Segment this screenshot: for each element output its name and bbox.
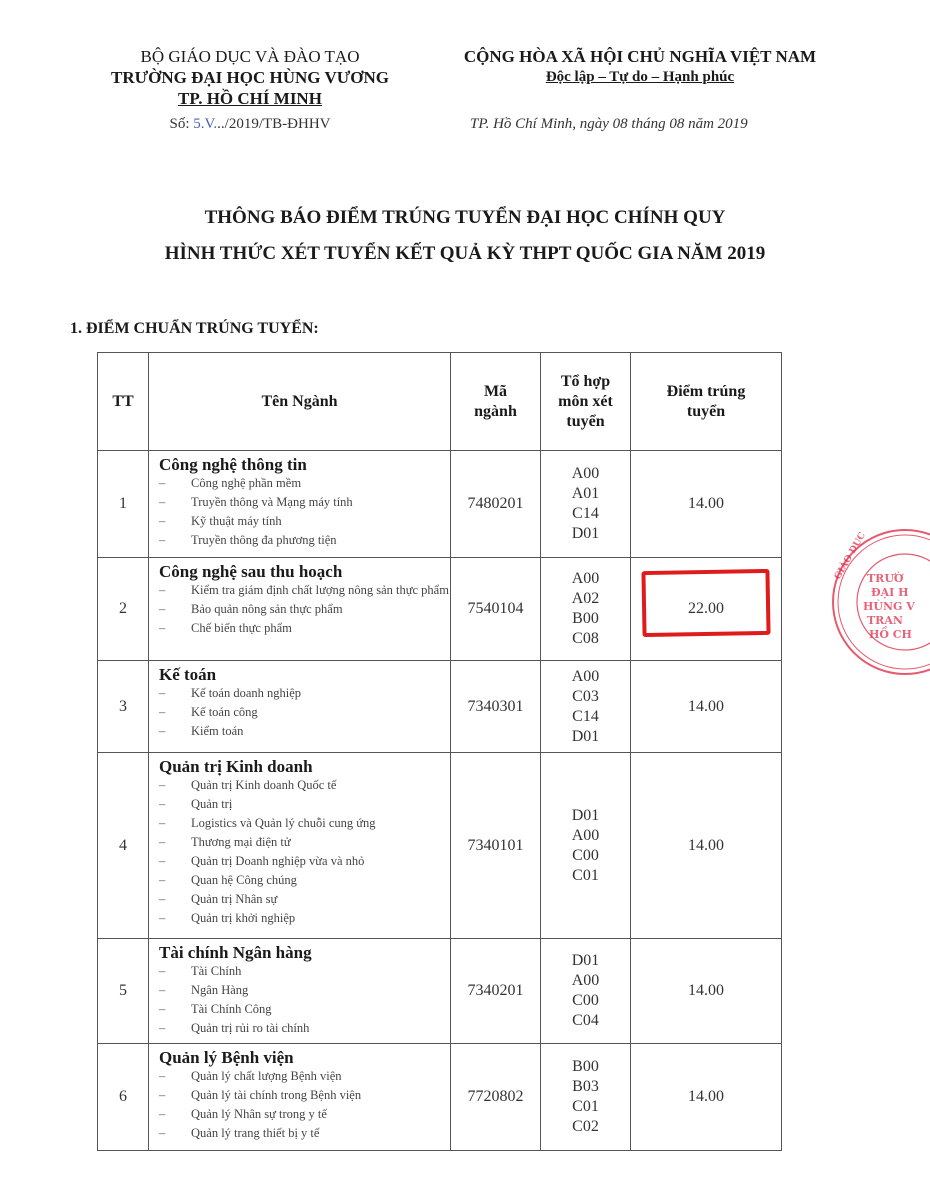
row-number: 3 — [98, 661, 149, 753]
table-row — [98, 939, 782, 1044]
sub-major-item — [159, 512, 450, 531]
subject-combo-code: C01 — [572, 1098, 599, 1115]
subject-combos — [541, 451, 631, 558]
major-name: Tài chính Ngân hàng — [159, 943, 312, 962]
header-major-name: Tên Ngành — [149, 353, 451, 451]
sub-major-label: Truyền thông đa phương tiện — [191, 533, 337, 547]
subject-combo-code: D01 — [571, 727, 600, 745]
school-name: TRƯỜNG ĐẠI HỌC HÙNG VƯƠNG — [111, 68, 389, 87]
subject-combo-code: C01 — [572, 866, 599, 884]
document-title-line1: THÔNG BÁO ĐIỂM TRÚNG TUYỂN ĐẠI HỌC CHÍNH QUY — [204, 207, 726, 228]
sub-major-label: Kiểm toán — [191, 724, 244, 738]
dash-bullet-icon: – — [159, 1002, 166, 1016]
major-name: Quản trị Kinh doanh — [159, 757, 313, 776]
issuer-block — [60, 46, 440, 109]
major-code: 7340301 — [451, 661, 541, 753]
sub-major-label: Truyền thông và Mạng máy tính — [191, 495, 353, 509]
dash-bullet-icon: – — [159, 892, 166, 906]
subject-combos — [541, 661, 631, 753]
dash-bullet-icon: – — [159, 621, 166, 635]
sub-major-label: Quan hệ Công chúng — [191, 873, 297, 887]
row-number: 1 — [98, 451, 149, 558]
red-highlight-box — [641, 569, 770, 637]
score-cell — [631, 753, 782, 939]
subject-combo-code: C03 — [572, 687, 599, 705]
dash-bullet-icon: – — [159, 1069, 166, 1083]
subject-combo-code: A00 — [571, 826, 600, 844]
subject-combo-code: C14 — [572, 707, 599, 725]
sub-major-label: Quản trị Nhân sự — [191, 892, 278, 906]
dash-bullet-icon: – — [159, 1088, 166, 1102]
subject-combo-code: C02 — [572, 1118, 599, 1135]
ministry-name: BỘ GIÁO DỤC VÀ ĐÀO TẠO — [140, 47, 360, 66]
row-number: 2 — [98, 558, 149, 661]
major-name: Công nghệ thông tin — [159, 455, 307, 474]
sub-major-item — [159, 909, 450, 928]
dash-bullet-icon: – — [159, 1107, 166, 1121]
sub-major-item — [159, 1086, 450, 1105]
sub-major-label: Logistics và Quản lý chuỗi cung ứng — [191, 816, 376, 830]
sub-major-label: Quản trị rủi ro tài chính — [191, 1021, 310, 1035]
svg-text:TRAN: TRAN — [867, 614, 903, 627]
dash-bullet-icon: – — [159, 602, 166, 616]
svg-text:HỒ CH: HỒ CH — [869, 628, 912, 641]
sub-major-item — [159, 1067, 450, 1086]
table-row — [98, 753, 782, 939]
score-cell — [631, 451, 782, 558]
sub-major-item — [159, 493, 450, 512]
sub-major-item — [159, 871, 450, 890]
sub-major-item — [159, 814, 450, 833]
sub-major-item — [159, 531, 450, 550]
sub-major-item — [159, 1124, 450, 1143]
subject-combos — [541, 1044, 631, 1151]
dash-bullet-icon: – — [159, 724, 166, 738]
major-name: Kế toán — [159, 665, 217, 684]
subject-combos — [541, 753, 631, 939]
subject-combos — [541, 558, 631, 661]
major-name: Quản lý Bệnh viện — [159, 1048, 294, 1067]
sub-major-label: Chế biến thực phẩm — [191, 621, 292, 635]
dash-bullet-icon: – — [159, 797, 166, 811]
dash-bullet-icon: – — [159, 816, 166, 830]
major-code: 7340201 — [451, 939, 541, 1044]
dash-bullet-icon: – — [159, 705, 166, 719]
dash-bullet-icon: – — [159, 514, 166, 528]
sub-major-item — [159, 833, 450, 852]
subject-combo-code: B03 — [572, 1078, 599, 1095]
header-score: Điểm trúng tuyển — [631, 353, 782, 451]
subject-combo-code: C14 — [572, 505, 599, 522]
sub-major-label: Bảo quản nông sản thực phẩm — [191, 602, 343, 616]
sub-major-item — [159, 1019, 450, 1038]
score-cell — [631, 558, 782, 661]
row-number: 5 — [98, 939, 149, 1044]
row-number: 6 — [98, 1044, 149, 1151]
admission-scores-table — [97, 352, 782, 1151]
score-cell — [631, 939, 782, 1044]
dash-bullet-icon: – — [159, 983, 166, 997]
sub-major-item — [159, 795, 450, 814]
subject-combo-code: C04 — [572, 1012, 599, 1029]
sub-major-label: Kế toán doanh nghiệp — [191, 686, 302, 700]
sub-major-label: Quản lý trang thiết bị y tế — [191, 1126, 320, 1140]
admission-score: 14.00 — [688, 836, 724, 854]
sub-major-label: Kiểm tra giám định chất lượng nông sản thực phẩm — [191, 583, 449, 597]
major-code: 7540104 — [451, 558, 541, 661]
sub-major-item — [159, 962, 450, 981]
school-city: TP. HỒ CHÍ MINH — [178, 89, 322, 108]
score-cell — [631, 1044, 782, 1151]
sub-major-item — [159, 1000, 450, 1019]
sub-major-label: Quản trị Kinh doanh Quốc tế — [191, 778, 337, 792]
sub-major-item — [159, 890, 450, 909]
row-number: 4 — [98, 753, 149, 939]
admission-score: 14.00 — [688, 495, 724, 512]
table-row — [98, 451, 782, 558]
svg-text:GIÁO DỤC: GIÁO DỤC — [832, 530, 868, 582]
sub-major-item — [159, 600, 450, 619]
sub-major-label: Công nghệ phần mềm — [191, 476, 302, 490]
sub-major-label: Kỹ thuật máy tính — [191, 514, 282, 528]
major-code: 7720802 — [451, 1044, 541, 1151]
dash-bullet-icon: – — [159, 854, 166, 868]
section-heading: 1. ĐIỂM CHUẨN TRÚNG TUYỂN: — [70, 320, 319, 337]
sub-major-item — [159, 474, 450, 493]
major-cell — [149, 451, 451, 558]
dash-bullet-icon: – — [159, 495, 166, 509]
sub-major-item — [159, 852, 450, 871]
subject-combo-code: A02 — [571, 590, 600, 607]
header-tt: TT — [98, 353, 149, 451]
subject-combo-code: D01 — [571, 525, 600, 542]
header-subject-combo: Tổ hợp môn xét tuyển — [541, 353, 631, 451]
sub-major-label: Tài Chính — [191, 964, 242, 978]
major-cell — [149, 1044, 451, 1151]
national-header — [420, 46, 860, 88]
sub-major-item — [159, 619, 450, 638]
svg-text:ĐẠI H: ĐẠI H — [871, 586, 909, 599]
sub-major-item — [159, 684, 450, 703]
subject-combo-code: A00 — [571, 667, 600, 685]
major-name: Công nghệ sau thu hoạch — [159, 562, 343, 581]
major-cell — [149, 753, 451, 939]
dash-bullet-icon: – — [159, 583, 166, 597]
dash-bullet-icon: – — [159, 1021, 166, 1035]
sub-major-label: Quản trị — [191, 797, 233, 811]
subject-combo-code: A00 — [571, 570, 600, 587]
dash-bullet-icon: – — [159, 533, 166, 547]
sub-major-item — [159, 981, 450, 1000]
admission-score: 22.00 — [688, 600, 724, 617]
dash-bullet-icon: – — [159, 1126, 166, 1140]
table-row — [98, 558, 782, 661]
document-number — [60, 116, 440, 133]
sub-major-label: Ngân Hàng — [191, 983, 249, 997]
subject-combo-code: A00 — [571, 465, 600, 482]
sub-major-label: Tài Chính Công — [191, 1002, 272, 1016]
document-date: TP. Hồ Chí Minh, ngày 08 tháng 08 năm 2019 — [470, 116, 748, 132]
admission-score: 14.00 — [688, 982, 724, 999]
subject-combo-code: D01 — [571, 952, 600, 969]
subject-combo-code: C08 — [572, 630, 599, 647]
subject-combo-code: C00 — [572, 992, 599, 1009]
major-cell — [149, 661, 451, 753]
dash-bullet-icon: – — [159, 964, 166, 978]
sub-major-item — [159, 703, 450, 722]
dash-bullet-icon: – — [159, 911, 166, 925]
score-cell — [631, 661, 782, 753]
svg-text:TRƯỜ: TRƯỜ — [867, 572, 904, 585]
table-header-row — [98, 353, 782, 451]
sub-major-label: Kế toán công — [191, 705, 258, 719]
dash-bullet-icon: – — [159, 476, 166, 490]
sub-major-item — [159, 581, 450, 600]
dash-bullet-icon: – — [159, 778, 166, 792]
sub-major-item — [159, 722, 450, 741]
sub-major-label: Thương mại điện tử — [191, 835, 291, 849]
major-code: 7480201 — [451, 451, 541, 558]
country-name: CỘNG HÒA XÃ HỘI CHỦ NGHĨA VIỆT NAM — [463, 47, 817, 66]
sub-major-item — [159, 1105, 450, 1124]
subject-combo-code: D01 — [571, 806, 600, 824]
subject-combo-code: C00 — [572, 846, 599, 864]
table-row — [98, 1044, 782, 1151]
svg-text:HÙNG V: HÙNG V — [863, 600, 915, 613]
dash-bullet-icon: – — [159, 686, 166, 700]
number-fill: 5.V. — [193, 116, 218, 132]
subject-combo-code: B00 — [572, 1058, 599, 1075]
subject-combos — [541, 939, 631, 1044]
number-prefix: Số: — [169, 116, 194, 132]
national-motto: Độc lập – Tự do – Hạnh phúc — [545, 69, 735, 85]
official-seal-stamp — [815, 520, 930, 690]
major-cell — [149, 939, 451, 1044]
admission-score: 14.00 — [688, 1088, 724, 1105]
sub-major-label: Quản lý tài chính trong Bệnh viện — [191, 1088, 362, 1102]
subject-combo-code: A01 — [571, 485, 600, 502]
sub-major-label: Quản lý chất lượng Bệnh viện — [191, 1069, 342, 1083]
sub-major-label: Quản lý Nhân sự trong y tế — [191, 1107, 327, 1121]
admission-score: 14.00 — [688, 697, 724, 715]
sub-major-label: Quản trị khởi nghiệp — [191, 911, 296, 925]
major-code: 7340101 — [451, 753, 541, 939]
sub-major-item — [159, 776, 450, 795]
document-title-line2: HÌNH THỨC XÉT TUYỂN KẾT QUẢ KỲ THPT QUỐC GIA NĂM 2019 — [164, 243, 766, 264]
subject-combo-code: B00 — [572, 610, 599, 627]
sub-major-label: Quản trị Doanh nghiệp vừa và nhỏ — [191, 854, 365, 868]
table-row — [98, 661, 782, 753]
major-cell — [149, 558, 451, 661]
number-suffix: ../2019/TB-ĐHHV — [217, 116, 331, 132]
subject-combo-code: A00 — [571, 972, 600, 989]
dash-bullet-icon: – — [159, 835, 166, 849]
header-major-code: Mã ngành — [451, 353, 541, 451]
dash-bullet-icon: – — [159, 873, 166, 887]
